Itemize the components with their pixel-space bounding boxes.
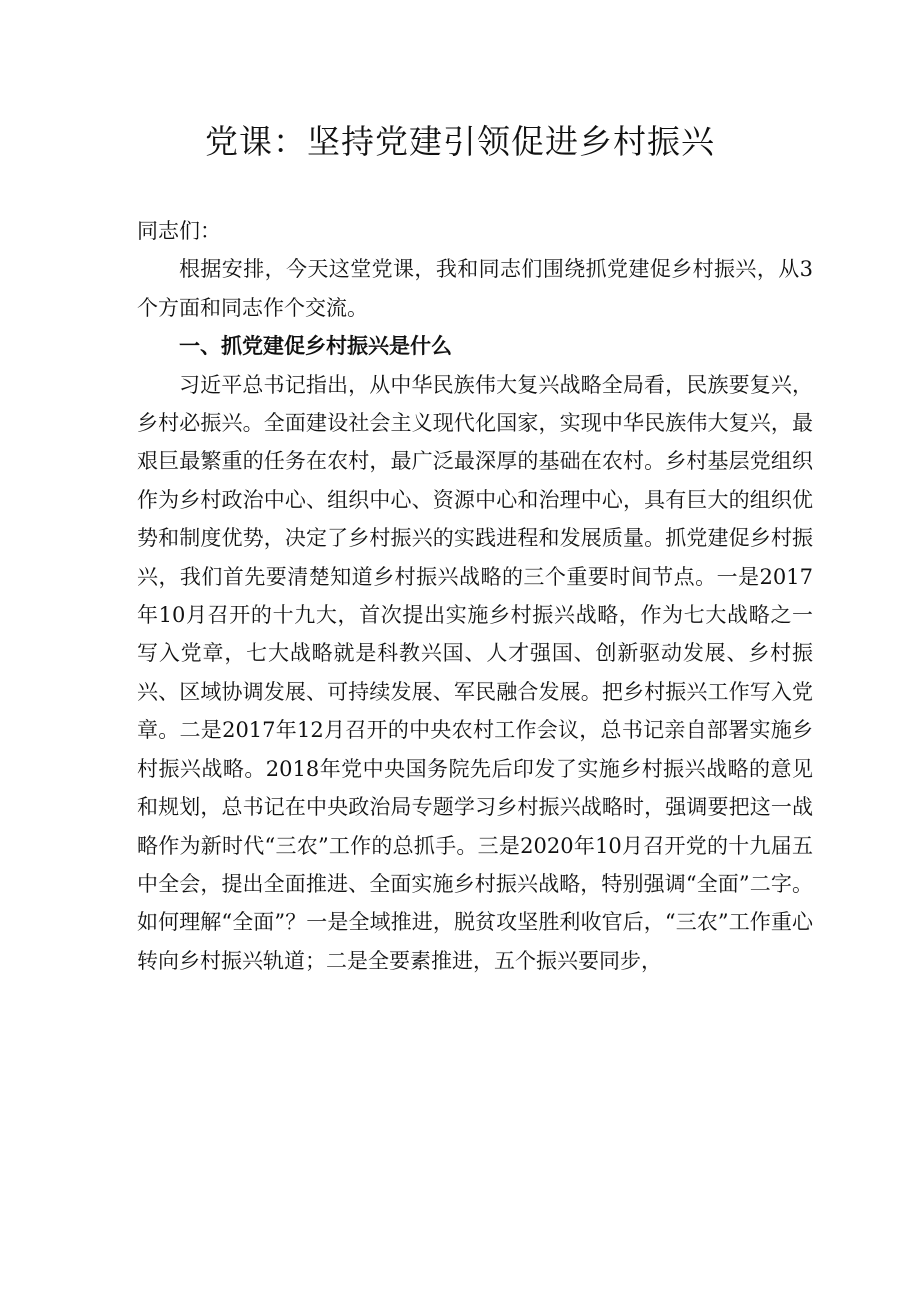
document-body bbox=[137, 212, 813, 980]
document-title: 党课：坚持党建引领促进乡村振兴 bbox=[205, 122, 715, 161]
section-heading: 一、抓党建促乡村振兴是什么 bbox=[179, 334, 452, 359]
intro-paragraph: 根据安排，今天这堂党课，我和同志们围绕抓党建促乡村振兴，从3个方面和同志作个交流。 bbox=[137, 257, 813, 320]
section-paragraph: 习近平总书记指出，从中华民族伟大复兴战略全局看，民族要复兴，乡村必振兴。全面建设社会主义现代化国家，实现中华民族伟大复兴，最艰巨最繁重的任务在农村，最广泛最深厚的基础在农村。乡村基层党组织作为乡村政治中心、组织中心、资源中心和治理中心，具有巨大的组织优势和制度优势，决定了乡村振兴的实践进程和发展质量。抓党建促乡村振兴，我们首先要清楚知道乡村振兴战略的三个重要时间节点。一是2017年10月召开的十九大，首次提出实施乡村振兴战略，作为七大战略之一写入党章，七大战略就是科教兴国、人才强国、创新驱动发展、乡村振兴、区域协调发展、可持续发展、军民融合发展。把乡村振兴工作写入党章。二是2017年12月召开的中央农村工作会议，总书记亲自部署实施乡村振兴战略。2018年党中央国务院先后印发了实施乡村振兴战略的意见和规划，总书记在中央政治局专题学习乡村振兴战略时，强调要把这一战略作为新时代“三农”工作的总抓手。三是2020年10月召开党的十九届五中全会，提出全面推进、全面实施乡村振兴战略，特别强调“全面”二字。如何理解“全面”？一是全域推进，脱贫攻坚胜利收官后，“三农”工作重心转向乡村振兴轨道；二是全要素推进，五个振兴要同步， bbox=[137, 372, 813, 973]
salutation: 同志们： bbox=[137, 219, 221, 243]
